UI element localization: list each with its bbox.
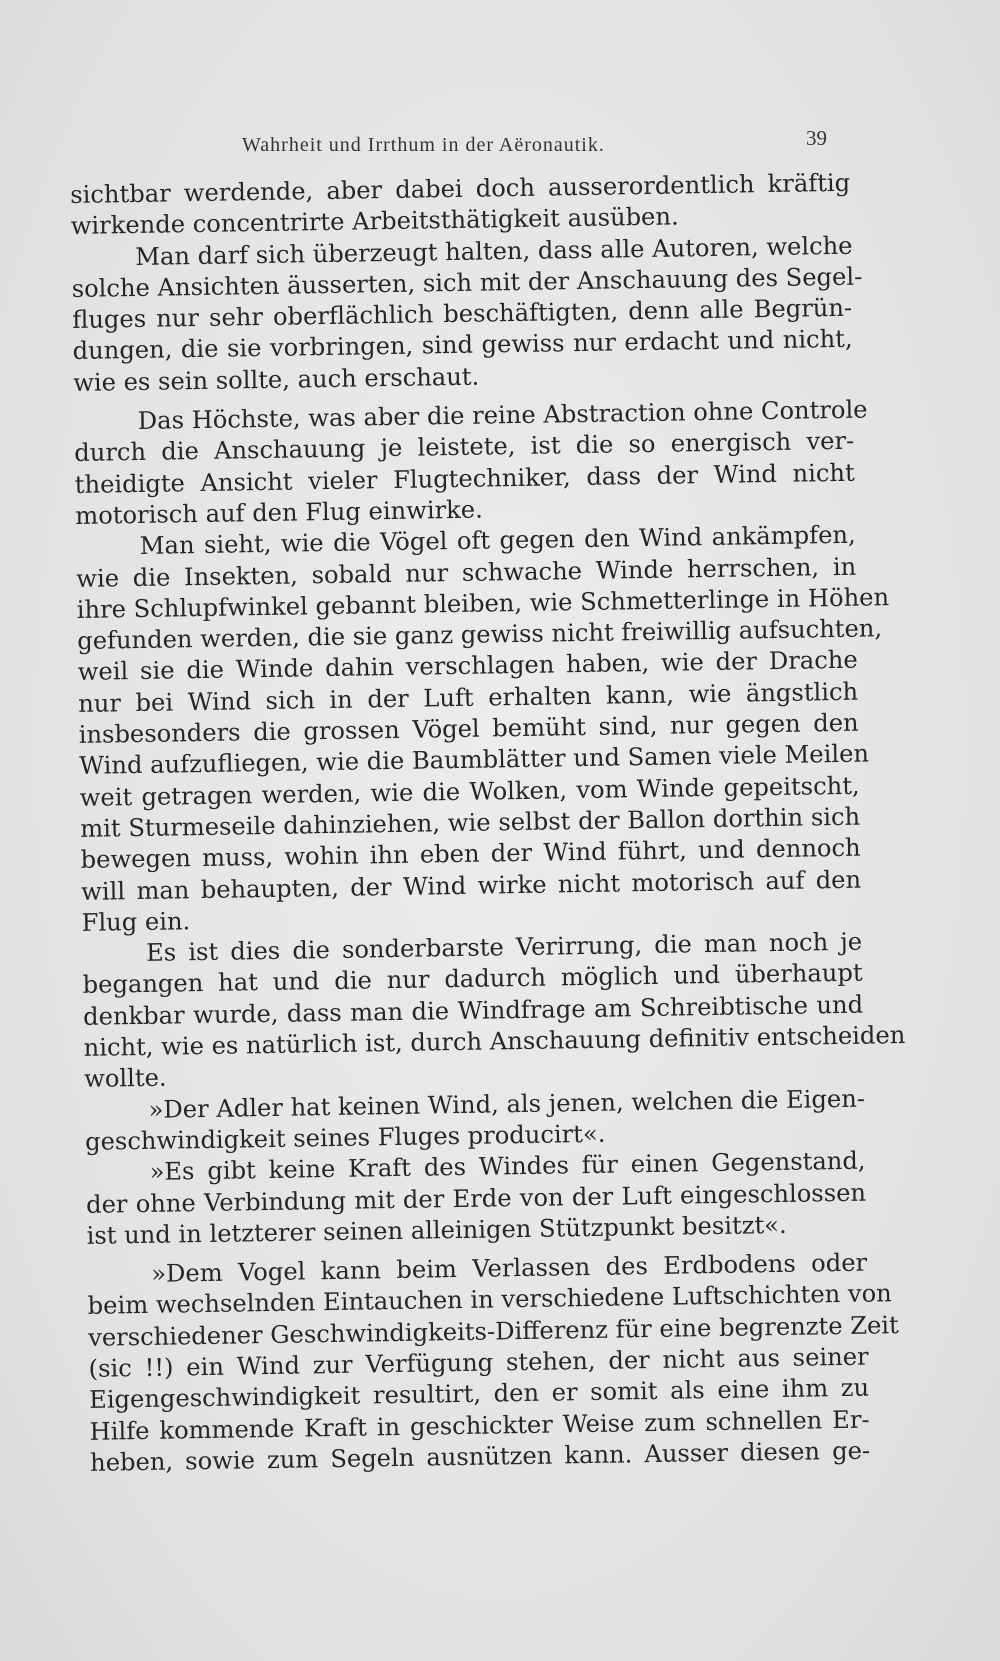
text-line: Flug ein. — [81, 907, 191, 937]
text-line: will man behaupten, der Wind wirke nicht motorisch auf den — [80, 865, 862, 906]
text-line: »Dem Vogel kann beim Verlassen des Erdbodens oder — [150, 1248, 868, 1288]
text-line: heben, sowie zum Segeln ausnützen kann. Ausser diesen ge- — [89, 1436, 871, 1477]
text-line: weil sie die Winde dahin verschlagen haben, wie der Drache — [77, 646, 858, 687]
text-line: sichtbar werdende, aber dabei doch ausserordentlich kräftig — [70, 168, 851, 209]
text-line: durch die Anschauung je leistete, ist die so energisch ver- — [74, 427, 855, 468]
text-line: Eigengeschwindigkeit resultirt, den er somit als eine ihm zu — [88, 1373, 870, 1415]
text-line: wollte. — [83, 1063, 167, 1094]
text-line: Man darf sich überzeugt halten, dass alle Autoren, welche — [134, 231, 853, 271]
text-line: Wind aufzufliegen, wie die Baumblätter und Samen viele Meilen — [78, 739, 870, 781]
text-line: ist und in letzterer seinen alleinigen Stützpunkt besitzt«. — [86, 1210, 787, 1250]
text-line: wie es sein sollte, auch erschaut. — [72, 362, 480, 397]
text-line: Es ist dies die sonderbarste Verirrung, die man noch je — [145, 927, 863, 968]
text-line: dungen, die sie vorbringen, sind gewiss nur erdacht und nicht, — [72, 325, 853, 366]
text-line: Das Höchste, was aber die reine Abstraction ohne Controle — [137, 395, 868, 436]
text-line: nicht, wie es natürlich ist, durch Anschauung definitiv entscheiden — [83, 1021, 906, 1062]
text-line: beim wechselnden Eintauchen in verschiedene Luftschichten von — [87, 1279, 892, 1321]
body-text — [70, 168, 906, 1479]
text-line: »Es gibt keine Kraft des Windes für einen Gegenstand, — [149, 1146, 866, 1187]
text-line: nur bei Wind sich in der Luft erhalten kann, wie ängstlich — [78, 677, 859, 718]
text-line: gefunden werden, die sie ganz gewiss nicht freiwillig aufsuchten, — [77, 614, 883, 656]
page-number: 39 — [806, 126, 827, 150]
text-line: solche Ansichten äusserten, sich mit der Anschauung des Segel- — [71, 262, 863, 303]
text-line: begangen hat und die nur dadurch möglich und überhaupt — [82, 959, 863, 1000]
text-line: Hilfe kommende Kraft in geschickter Weise zum schnellen Er- — [89, 1405, 870, 1446]
text-line: insbesonders die grossen Vögel bemüht sind, nur gegen den — [78, 708, 859, 749]
text-line: »Der Adler hat keinen Wind, als jenen, welchen die Eigen- — [148, 1084, 866, 1124]
text-line: der ohne Verbindung mit der Erde von der Luft eingeschlossen — [85, 1178, 867, 1219]
text-line: denkbar wurde, dass man die Windfrage am Schreibtische und — [82, 990, 864, 1031]
text-line: wirkende concentrirte Arbeitsthätigkeit ausüben. — [70, 202, 679, 241]
text-line: Man sieht, wie die Vögel oft gegen den Wind ankämpfen, — [139, 520, 856, 561]
text-line: geschwindigkeit seines Fluges producirt«. — [84, 1119, 606, 1156]
text-line: verschiedener Geschwindigkeits-Differenz für eine begrenzte Zeit — [87, 1310, 899, 1352]
text-line: ihre Schlupfwinkel gebannt bleiben, wie Schmetterlinge in Höhen — [76, 583, 890, 624]
running-head: Wahrheit und Irrthum in der Aëronautik. — [242, 134, 605, 156]
text-line: mit Sturmeseile dahinziehen, wie selbst der Ballon dorthin sich — [79, 802, 861, 843]
text-line: weit getragen werden, wie die Wolken, vom Winde gepeitscht, — [79, 771, 860, 812]
text-line: theidigte Ansicht vieler Flugtechniker, dass der Wind nicht — [74, 458, 855, 499]
text-line: motorisch auf den Flug einwirke. — [75, 495, 484, 530]
text-line: wie die Insekten, sobald nur schwache Winde herrschen, in — [76, 552, 857, 593]
text-line: bewegen muss, wohin ihn eben der Wind führt, und dennoch — [80, 833, 861, 875]
text-line: fluges nur sehr oberflächlich beschäftigten, denn alle Begrün- — [71, 293, 853, 335]
text-line: (sic !!) ein Wind zur Verfügung stehen, der nicht aus seiner — [88, 1342, 869, 1383]
